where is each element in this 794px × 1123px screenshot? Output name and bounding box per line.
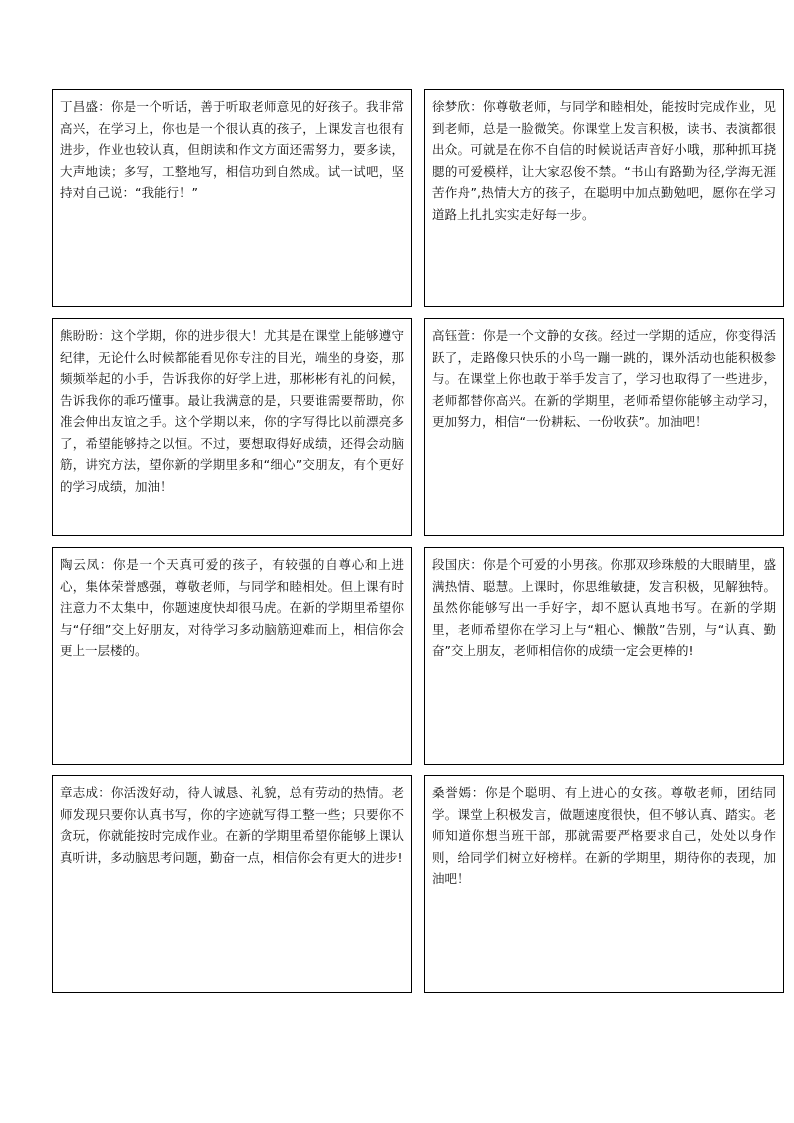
- comment-text: 高钰萱：你是一个文静的女孩。经过一学期的适应，你变得活跃了，走路像只快乐的小鸟一蹦一跳的，课外活动也能积极参与。在课堂上你也敢于举手发言了，学习也取得了一些进步，老师都替你高兴。在新的学期里，老师希望你能够主动学习，更加努力，相信“一份耕耘、一份收获”。加油吧！: [432, 328, 776, 429]
- comment-text: 熊盼盼：这个学期，你的进步很大！尤其是在课堂上能够遵守纪律，无论什么时候都能看见你专注的目光，端坐的身姿，那频频举起的小手，告诉我你的好学上进，那彬彬有礼的问候，告诉我你的乖巧懂事。最让我满意的是，只要谁需要帮助，你准会伸出友谊之手。这个学期以来，你的字写得比以前漂亮多了，希望能够持之以恒。不过，要想取得好成绩，还得会动脑筋，讲究方法，望你新的学期里多和“细心”交朋友，有个更好的学习成绩，加油！: [60, 328, 404, 494]
- comment-text: 徐梦欣：你尊敬老师，与同学和睦相处，能按时完成作业，见到老师，总是一脸微笑。你课堂上发言积极，读书、表演都很出众。可就是在你不自信的时候说话声音好小哦，那种抓耳挠腮的可爱模样，让大家忍俊不禁。“书山有路勤为径,学海无涯苦作舟”,热情大方的孩子，在聪明中加点勤勉吧，愿你在学习道路上扎扎实实走好每一步。: [432, 99, 776, 222]
- comment-card-zhang-zhicheng: [52, 775, 412, 993]
- comment-card-sang-yuyan: [424, 775, 784, 993]
- comment-card-duan-guoqing: [424, 547, 784, 765]
- comment-text: 桑誉嫣：你是个聪明、有上进心的女孩。尊敬老师，团结同学。课堂上积极发言，做题速度很快，但不够认真、踏实。老师知道你想当班干部，那就需要严格要求自己，处处以身作则，给同学们树立好榜样。在新的学期里，期待你的表现，加油吧！: [432, 785, 776, 886]
- comment-card-ding-changsheng: [52, 89, 412, 307]
- comment-card-gao-yuxuan: [424, 318, 784, 536]
- comment-text: 陶云凤：你是一个天真可爱的孩子，有较强的自尊心和上进心，集体荣誉感强，尊敬老师，与同学和睦相处。但上课有时注意力不太集中，你题速度快却很马虎。在新的学期里希望你与“仔细”交上好朋友，对待学习多动脑筋迎难而上，相信你会更上一层楼的。: [60, 557, 404, 658]
- comment-card-xiong-panpan: [52, 318, 412, 536]
- comment-text: 丁昌盛：你是一个听话，善于听取老师意见的好孩子。我非常高兴，在学习上，你也是一个很认真的孩子，上课发言也很有进步，作业也较认真，但朗读和作文方面还需努力，要多读，大声地读；多写，工整地写，相信功到自然成。试一试吧，坚持对自己说：“我能行！”: [60, 99, 404, 200]
- comment-card-tao-yunfeng: [52, 547, 412, 765]
- comment-card-xu-mengxin: [424, 89, 784, 307]
- comment-text: 章志成：你活泼好动，待人诚恳、礼貌，总有劳动的热情。老师发现只要你认真书写，你的字迹就写得工整一些；只要你不贪玩，你就能按时完成作业。在新的学期里希望你能够上课认真听讲，多动脑思考问题，勤奋一点，相信你会有更大的进步!: [60, 785, 404, 865]
- comment-text: 段国庆：你是个可爱的小男孩。你那双珍珠般的大眼睛里，盛满热情、聪慧。上课时，你思维敏捷，发言积极，见解独特。虽然你能够写出一手好字，却不愿认真地书写。在新的学期里，老师希望你在学习上与“粗心、懒散”告别，与“认真、勤奋”交上朋友，老师相信你的成绩一定会更棒的!: [432, 557, 776, 658]
